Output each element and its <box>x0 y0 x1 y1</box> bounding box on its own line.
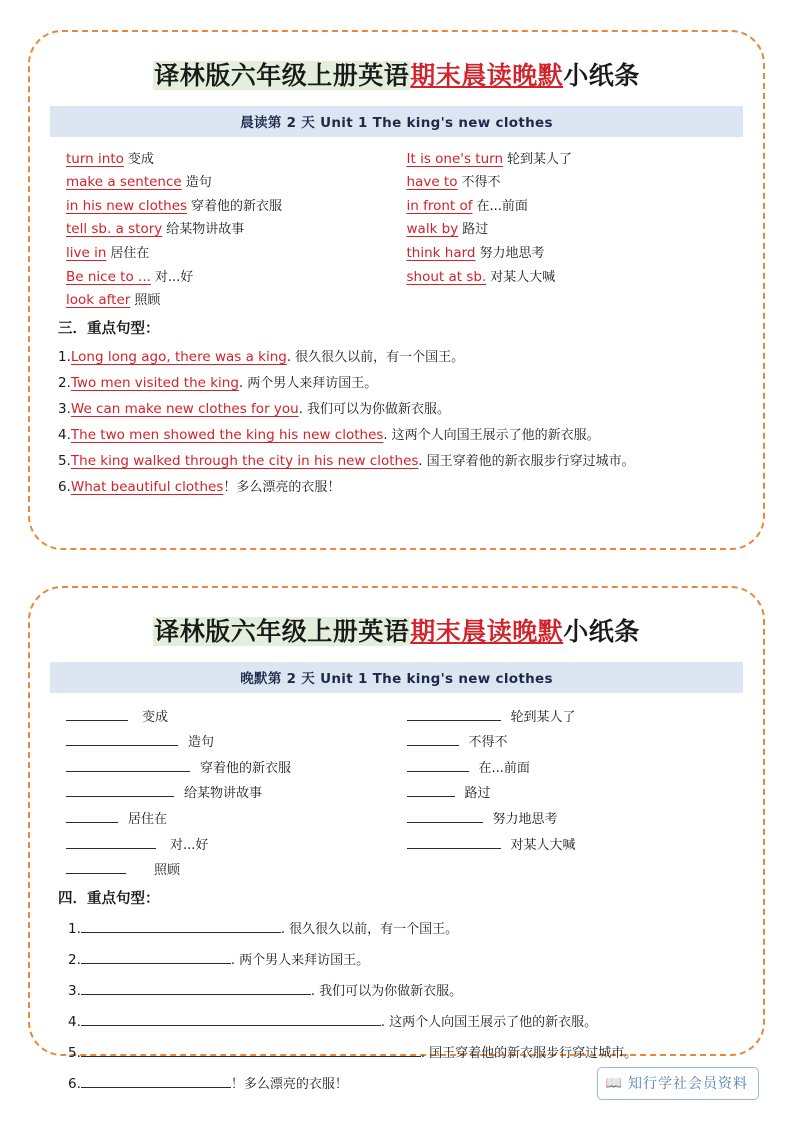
answer-blank[interactable] <box>81 1043 421 1057</box>
phrase-item: in his new clothes 穿着他的新衣服 <box>66 197 283 214</box>
section1-sentences <box>50 342 743 498</box>
phrase-item: Be nice to ... 对...好 <box>66 268 194 285</box>
phrase-blank-item: 轮到某人了 <box>397 703 738 729</box>
section2-subheader: 晚默第 2 天 Unit 1 The king's new clothes <box>50 662 743 693</box>
phrase-item: turn into 变成 <box>66 150 154 167</box>
answer-blank[interactable] <box>81 919 281 933</box>
phrase-item: look after 照顾 <box>66 292 161 309</box>
answer-blank[interactable] <box>407 759 469 772</box>
phrase-blank-item: 居住在 <box>56 806 397 832</box>
phrase-item: make a sentence 造句 <box>66 174 212 191</box>
phrase-blank-item: 努力地思考 <box>397 806 738 832</box>
title-part3: 小纸条 <box>563 617 640 646</box>
phrase-blank-item: 变成 <box>56 703 397 729</box>
sentence-blank-item: 4. . 这两个人向国王展示了他的新衣服。 <box>68 1014 598 1031</box>
phrase-blank-item: 给某物讲故事 <box>56 780 397 806</box>
sentence-item: 6.What beautiful clothes！多么漂亮的衣服！ <box>58 478 341 495</box>
title-part2: 期末晨读晚默 <box>410 617 564 646</box>
answer-blank[interactable] <box>81 981 311 995</box>
section1-title: 三．重点句型： <box>58 321 160 338</box>
section1-phrases-left <box>56 147 397 312</box>
answer-blank[interactable] <box>81 1074 231 1088</box>
answer-blank[interactable] <box>407 708 501 721</box>
section1-subheader: 晨读第 2 天 Unit 1 The king's new clothes <box>50 106 743 137</box>
sentence-item: 1.Long long ago, there was a king. 很久很久以前，有一个国王。 <box>58 348 465 365</box>
morning-reading-card <box>28 30 765 550</box>
answer-blank[interactable] <box>66 810 118 823</box>
sentence-blank-item: 5. . 国王穿着他的新衣服步行穿过城市。 <box>68 1045 638 1062</box>
answer-blank[interactable] <box>81 950 231 964</box>
phrase-item: shout at sb. 对某人大喊 <box>406 268 556 285</box>
title-part3: 小纸条 <box>563 61 640 90</box>
answer-blank[interactable] <box>407 784 455 797</box>
phrase-blank-item: 不得不 <box>397 729 738 755</box>
answer-blank[interactable] <box>66 759 190 772</box>
answer-blank[interactable] <box>407 836 501 849</box>
answer-blank[interactable] <box>66 708 128 721</box>
phrase-item: have to 不得不 <box>406 174 501 191</box>
section1-phrase-grid <box>50 147 743 312</box>
sentence-item: 3.We can make new clothes for you. 我们可以为你做新衣服。 <box>58 400 450 417</box>
answer-blank[interactable] <box>66 784 174 797</box>
phrase-blank-item: 穿着他的新衣服 <box>56 754 397 780</box>
phrase-item: walk by 路过 <box>406 221 489 238</box>
sentence-blank-item: 2. . 两个男人来拜访国王。 <box>68 952 370 969</box>
section2-phrase-grid <box>50 703 743 882</box>
sentence-item: 4.The two men showed the king his new clothes. 这两个人向国王展示了他的新衣服。 <box>58 426 600 443</box>
answer-blank[interactable] <box>66 733 178 746</box>
watermark-text: 知行学社会员资料 <box>628 1076 748 1092</box>
sentence-blank-item: 3. . 我们可以为你做新衣服。 <box>68 983 463 1000</box>
phrase-blank-item: 在...前面 <box>397 754 738 780</box>
phrase-blank-item: 路过 <box>397 780 738 806</box>
book-icon: 📖 <box>605 1075 623 1091</box>
title-part2: 期末晨读晚默 <box>410 61 564 90</box>
title-part1: 译林版六年级上册英语 <box>154 61 410 90</box>
phrase-blank-item: 对某人大喊 <box>397 831 738 857</box>
answer-blank[interactable] <box>81 1012 381 1026</box>
sentence-item: 2.Two men visited the king. 两个男人来拜访国王。 <box>58 374 378 391</box>
phrase-blank-item: 照顾 <box>56 857 397 883</box>
sentence-blank-item: 6. ！多么漂亮的衣服！ <box>68 1076 348 1093</box>
section2-phrases-left <box>56 703 397 882</box>
phrase-item: It is one's turn 轮到某人了 <box>406 150 573 167</box>
phrase-blank-item: 造句 <box>56 729 397 755</box>
phrase-item: in front of 在...前面 <box>406 197 528 214</box>
section2-title: 四．重点句型： <box>58 891 160 908</box>
watermark <box>597 1067 759 1100</box>
answer-blank[interactable] <box>66 836 156 849</box>
phrase-blank-item: 对...好 <box>56 831 397 857</box>
phrase-item: tell sb. a story 给某物讲故事 <box>66 221 245 238</box>
title-part1: 译林版六年级上册英语 <box>154 617 410 646</box>
answer-blank[interactable] <box>407 810 483 823</box>
phrase-item: live in 居住在 <box>66 245 150 262</box>
sentence-blank-item: 1. . 很久很久以前，有一个国王。 <box>68 921 459 938</box>
phrase-item: think hard 努力地思考 <box>406 245 545 262</box>
section1-phrases-right <box>397 147 738 312</box>
section2-phrases-right <box>397 703 738 882</box>
page-title <box>50 56 743 92</box>
answer-blank[interactable] <box>66 861 126 874</box>
answer-blank[interactable] <box>407 733 459 746</box>
page-title-2 <box>50 612 743 648</box>
sentence-item: 5.The king walked through the city in his new clothes. 国王穿着他的新衣服步行穿过城市。 <box>58 452 635 469</box>
